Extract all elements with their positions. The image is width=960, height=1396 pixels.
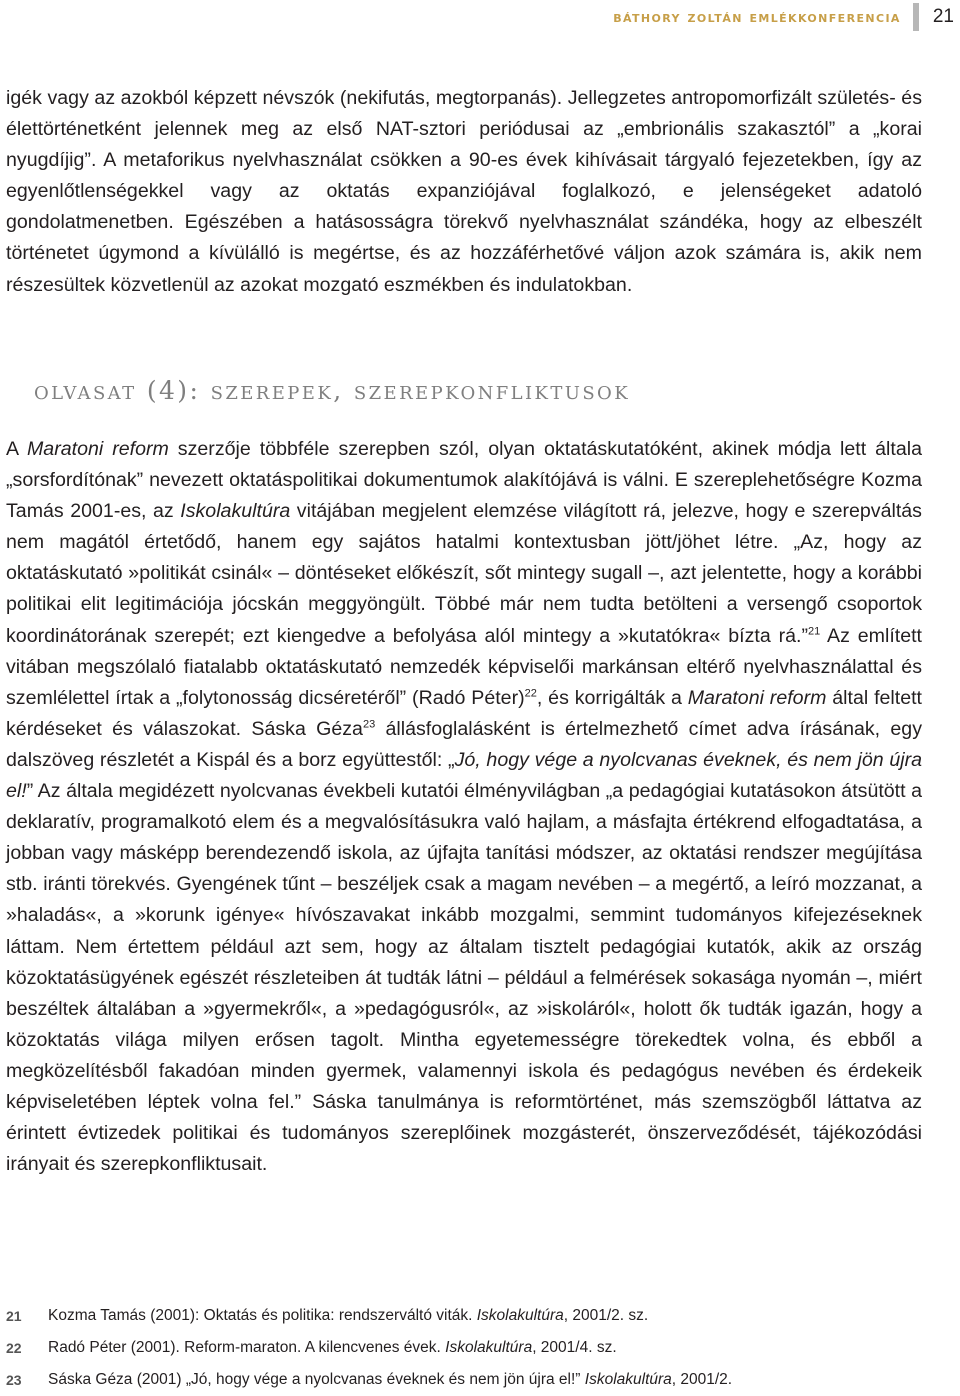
footnote-22 (6, 1332, 936, 1364)
footnote-23 (6, 1364, 936, 1396)
footnote-ref-23[interactable]: 23 (362, 718, 376, 731)
footnote-text-run: Sáska Géza (2001) „Jó, hogy vége a nyolcvanas éveknek és nem jön újra el!” (48, 1371, 585, 1388)
text-run: A (6, 438, 27, 460)
paragraph-intro: igék vagy az azokból képzett névszók (nekifutás, megtorpanás). Jellegzetes antropomorfizált születés- és élettörténetként jelennek meg az első NAT-sztori periódusai az „embrionális szakasztól” a „korai nyugdíjig”. A metaforikus nyelvhasználat csökken a 90-es évek kihívásait tárgyaló fejezetekben, így az egyenlőtlenségekkel vagy az oktatás expanziójával foglalkozó, e jelenségeket adatoló gondolatmenetben. Egészében a hatásosságra törekvő nyelvhasználat szándéka, hogy az elbeszélt történetet úgymond a kívülálló is megértse, és az hozzáférhetővé váljon azok számára is, akik nem részesültek közvetlenül az azokat mozgató eszmékben és indulatokban. (6, 87, 922, 296)
text-run: Az említett vitában megszólaló fiatalabb oktatáskutató nemzedék képviselői markánsan eltérő nyelvhasználattal és szemlélettel írtak a „folytonosság dicséretéről” (Radó Péter) (6, 624, 923, 709)
footnotes (6, 1300, 936, 1396)
footnote-text-run: Radó Péter (2001). Reform-maraton. A kilencvenes évek. (48, 1339, 446, 1356)
text-run: ” Az általa megidézett nyolcvanas évekbeli kutatói élményvilágban „a pedagógiai kutatásokon átsütött a deklaratív, programalkotó elem és a megvalósításukra való hajlam, a másfajta értékrend elfogadtatása, a jobban vagy másképp berendezendő iskola, az újfajta tanítási módszer, az oktatási rendszer megújítása stb. iránti törekvés. Gyengének tűnt – beszéljek csak a magam nevében – a megértő, a leíró mozzanat, a »haladás«, a »korunk igénye« hívószavakat inkább mozgalmi, semmint tudományos kifejezéseknek láttam. Nem értettem például azt sem, hogy az általam tisztelt pedagógiai kutatók, akik az ország közoktatásügyének egészét részleteiben át tudták látni – például a felmérések sokasága nyomán –, miért beszéltek általában a »gyermekről«, a »pedagógusról«, az »iskoláról«, holott ők tudták igazán, hogy a közoktatás világa milyen erősen tagolt. Mintha egyetemességre törekedtek volna, és ebből a megközelítésből fakadóan minden gyermek, valamennyi iskola és pedagógus nevében és érdekeik képviseletében léptek volna fel.” Sáska tanulmánya is reformtörténet, más szemszögből láttatva az érintett évtizedek politikai és tudományos szereplőinek mozgásterét, önszerveződését, tájékozódási irányait és szerepkonfliktusait. (6, 780, 922, 1176)
footnote-text (48, 1300, 648, 1332)
footnote-number: 22 (6, 1340, 22, 1356)
footnote-text-run: , 2001/2. (671, 1371, 733, 1388)
running-title: báthory zoltán emlékkonferencia (613, 8, 901, 26)
footnote-text-run: Kozma Tamás (2001): Oktatás és politika: rendszerváltó viták. (48, 1307, 477, 1324)
text-run: szerzője többféle szerepben szól, olyan oktatáskutatóként, akinek módja lett általa „sorsfordítónak” nevezett oktatáspolitikai dokumentumok alakítójává is válni. E szereplehetőségre Kozma Tamás 2001-es, az (6, 438, 922, 523)
footnote-number: 23 (6, 1372, 22, 1388)
italic-title: Maratoni reform (687, 686, 827, 709)
text-run: által feltett kérdéseket és válaszokat. Sáska Géza (6, 686, 922, 740)
footnote-ref-21[interactable]: 21 (808, 625, 821, 638)
page-number: 21 (932, 6, 954, 27)
text-run: vitájában megjelent elemzése világított rá, jelezve, hogy e szerepváltás nem magától értetődő, hanem egy sajátos hatalmi kontextusban jött/jöhet létre. „Az, hogy az oktatáskutató »politikát csinál« – döntéseket előkészít, sőt mintegy sugall –, azt jelentette, hogy a korábbi politikai elit legitimációja jócskán meggyöngült. Többé már nem tudta betölteni a versengő csoportok koordinátorának szerepét; ezt kiengedve a befolyása alól mintegy a »kutatókra« bízta rá.” (6, 500, 922, 647)
footnote-text-run: , 2001/4. sz. (532, 1339, 617, 1356)
footnote-text-run: , 2001/2. sz. (563, 1307, 649, 1324)
footnote-text (48, 1364, 732, 1396)
footnote-journal: Iskolakultúra (584, 1371, 672, 1388)
text-run: , és korrigálták a (536, 686, 688, 709)
paragraph-main (6, 434, 922, 1180)
running-header (613, 6, 960, 28)
section-heading: olvasat (4): szerepek, szerepkonfliktusok (34, 376, 631, 405)
footnote-journal: Iskolakultúra (476, 1307, 564, 1324)
text-run: állásfoglalásként is értelmezhető címet adva írásának, egy dalszöveg részletét a Kispál és a borz együttestől: „ (6, 717, 922, 771)
footnote-journal: Iskolakultúra (445, 1339, 533, 1356)
italic-quote: Jó, hogy vége a nyolcvanas éveknek, és nem jön újra el! (6, 748, 922, 803)
footnote-text (48, 1332, 617, 1364)
italic-title: Iskolakultúra (180, 500, 291, 523)
footnote-21 (6, 1300, 936, 1332)
italic-title: Maratoni reform (26, 438, 169, 460)
footnote-ref-22[interactable]: 22 (524, 687, 537, 700)
footnote-number: 21 (6, 1308, 22, 1324)
header-divider (913, 3, 919, 31)
